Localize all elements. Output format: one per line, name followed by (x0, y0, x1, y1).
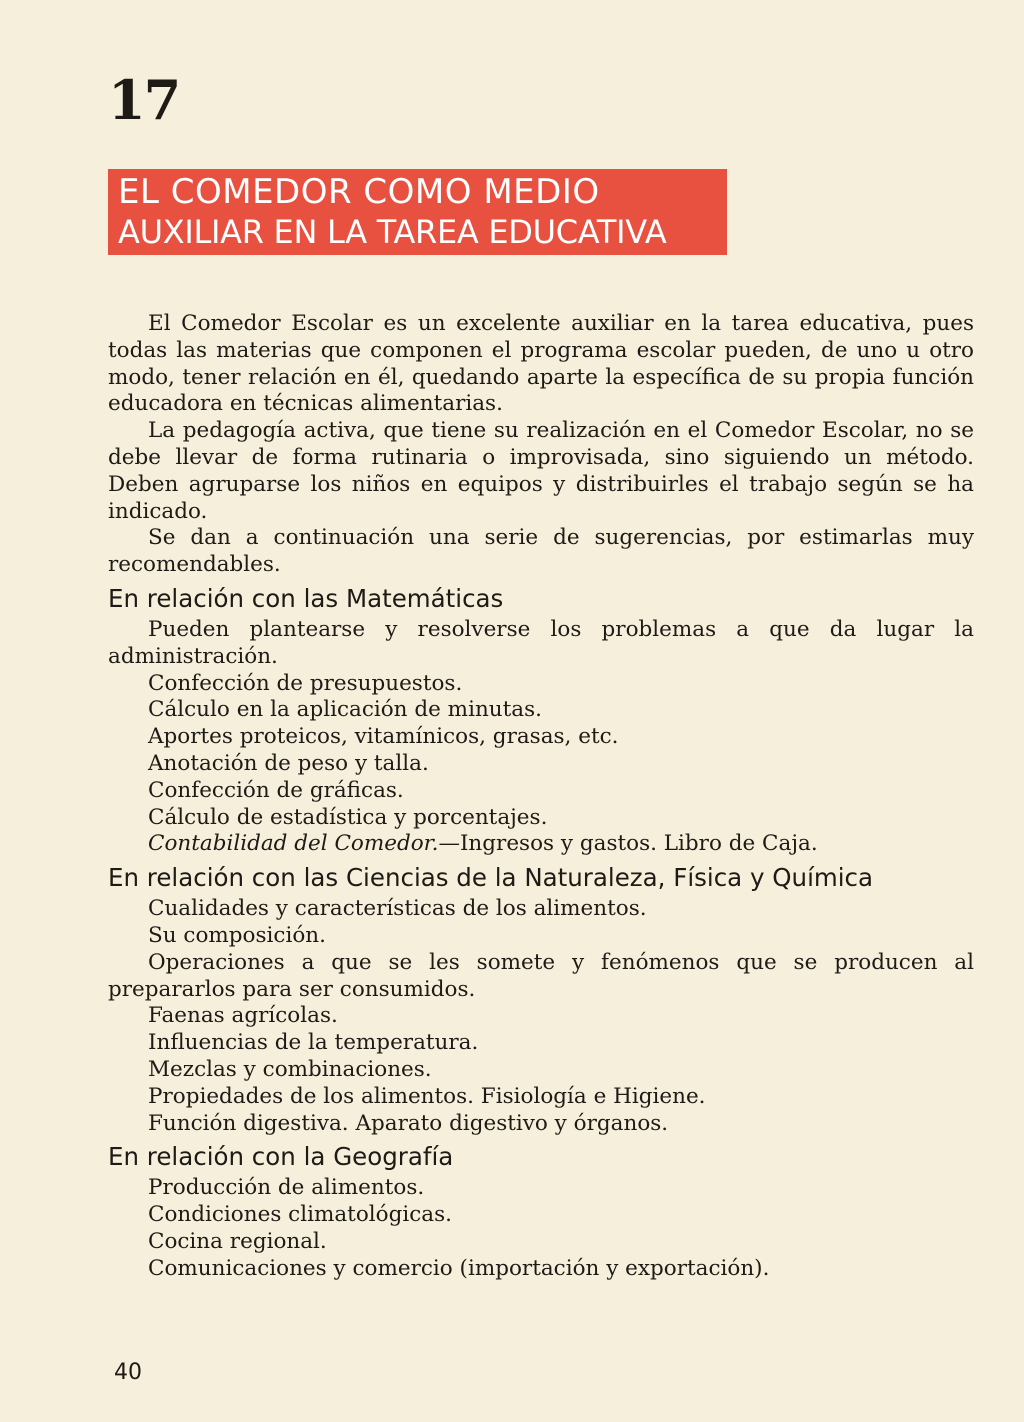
list-item: Faenas agrícolas. (148, 1003, 338, 1029)
section-heading-geografia: En relación con la Geografía (108, 1142, 454, 1172)
page-body (108, 311, 974, 1283)
chapter-title-banner (108, 169, 727, 255)
intro-paragraph: El Comedor Escolar es un excelente auxiliar en la tarea educativa, pues todas las materias que componen el programa escolar pueden, de uno u otro modo, tener relación en él, quedando aparte la específica de su propia función educadora en técnicas alimentarias. (108, 311, 974, 417)
list-item: Propiedades de los alimentos. Fisiología e Higiene. (148, 1083, 706, 1109)
list-item-lead: Contabilidad del Comedor. (148, 831, 439, 857)
section-heading-matematicas: En relación con las Matemáticas (108, 583, 504, 613)
list-item: Función digestiva. Aparato digestivo y órganos. (148, 1110, 669, 1136)
list-item: Comunicaciones y comercio (importación y exportación). (148, 1255, 770, 1281)
list-item: Cálculo en la aplicación de minutas. (148, 697, 542, 723)
list-item-rest: —Ingresos y gastos. Libro de Caja. (438, 831, 818, 857)
chapter-title-line-1: EL COMEDOR COMO MEDIO (118, 172, 600, 212)
list-item: Condiciones climatológicas. (148, 1202, 452, 1228)
list-item-contabilidad (148, 831, 974, 858)
list-item: Producción de alimentos. (148, 1175, 425, 1201)
list-item: Influencias de la temperatura. (148, 1030, 479, 1056)
list-item: Cocina regional. (148, 1228, 327, 1254)
list-item: Operaciones a que se les somete y fenómenos que se producen al prepararlos para ser consumidos. (108, 949, 974, 1002)
intro-paragraph: Se dan a continuación una serie de sugerencias, por estimarlas muy recomendables. (108, 525, 974, 578)
list-item: Su composición. (148, 922, 326, 948)
list-item: Pueden plantearse y resolverse los problemas a que da lugar la administración. (108, 616, 974, 669)
list-item: Aportes proteicos, vitamínicos, grasas, etc. (148, 724, 619, 750)
list-item: Cualidades y características de los alimentos. (148, 896, 647, 922)
list-item: Mezclas y combinaciones. (148, 1056, 432, 1082)
chapter-number: 17 (108, 68, 180, 132)
section-heading-ciencias: En relación con las Ciencias de la Naturaleza, Física y Química (108, 863, 874, 893)
list-item: Confección de presupuestos. (148, 670, 463, 696)
intro-paragraph: La pedagogía activa, que tiene su realización en el Comedor Escolar, no se debe llevar de forma rutinaria o improvisada, sino siguiendo un método. Deben agruparse los niños en equipos y distribuirles el trabajo según se ha indicado. (108, 418, 974, 524)
list-item: Anotación de peso y talla. (148, 750, 429, 776)
list-item: Cálculo de estadística y porcentajes. (148, 804, 548, 830)
chapter-title-line-2: AUXILIAR EN LA TAREA EDUCATIVA (118, 213, 667, 251)
list-item: Confección de gráficas. (148, 777, 404, 803)
page-number: 40 (114, 1360, 142, 1385)
